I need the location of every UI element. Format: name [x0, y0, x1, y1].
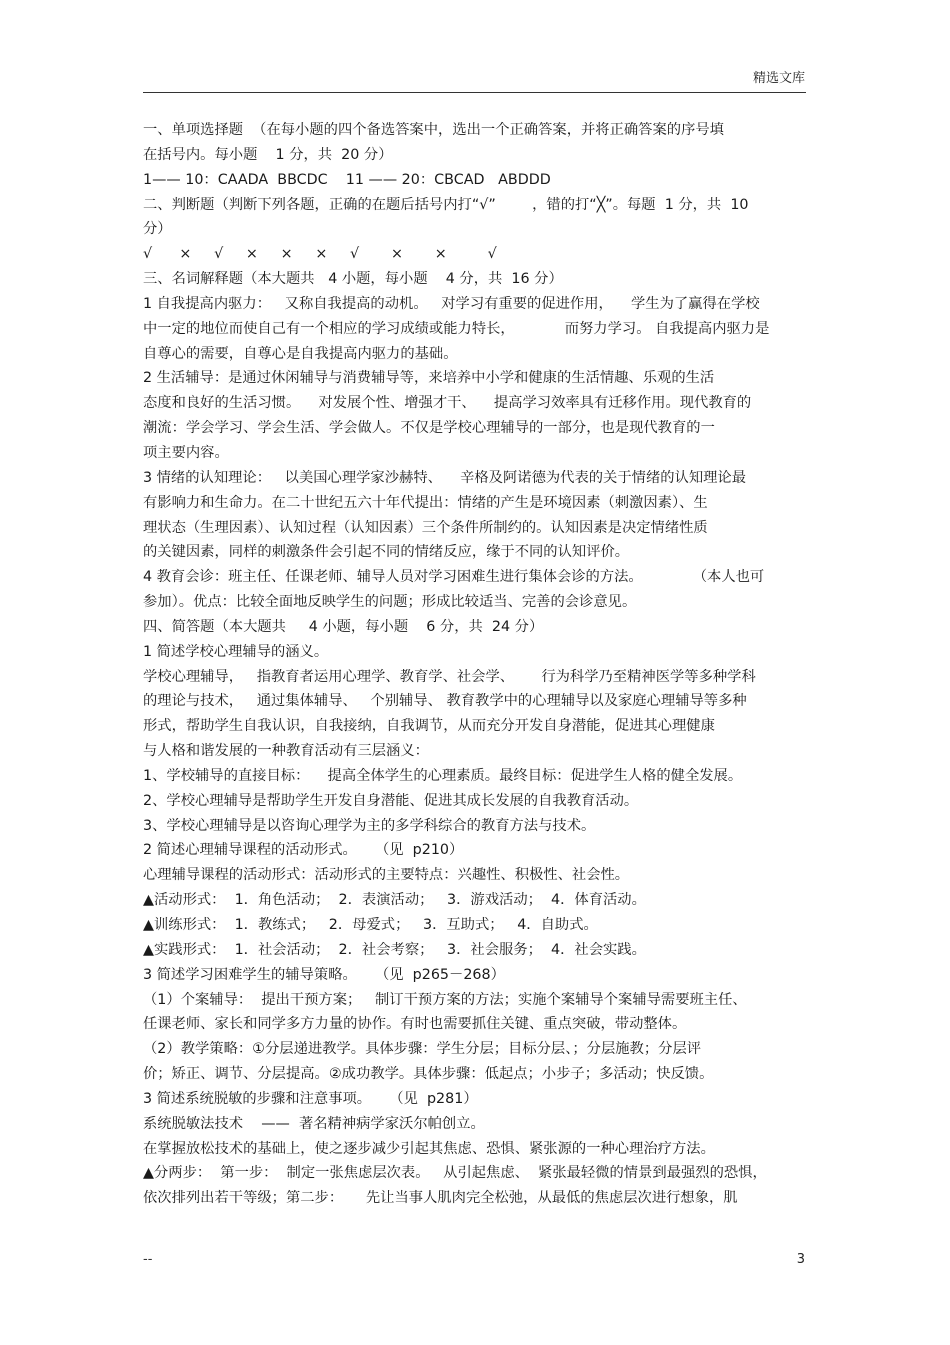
header-rule — [143, 92, 806, 93]
text-line: 四、简答题（本大题共 4 小题，每小题 6 分，共 24 分） — [143, 618, 544, 635]
text-line: 1 自我提高内驱力： 又称自我提高的动机。 对学习有重要的促进作用， 学生为了赢得在学校 — [143, 295, 760, 312]
text-line: 2、学校心理辅导是帮助学生开发自身潜能、促进其成长发展的自我教育活动。 — [143, 792, 639, 809]
footer-mark: -- — [143, 1252, 153, 1267]
text-line: （1）个案辅导： 提出干预方案； 制订干预方案的方法；实施个案辅导个案辅导需要班主任、 — [143, 991, 747, 1008]
text-line: √ × √ × × × √ × × √ — [143, 246, 497, 263]
text-line: 在括号内。每小题 1 分，共 20 分） — [143, 146, 393, 163]
text-line: 自尊心的需要，自尊心是自我提高内驱力的基础。 — [143, 345, 458, 362]
text-line: 形式，帮助学生自我认识，自我接纳，自我调节，从而充分开发自身潜能，促进其心理健康 — [143, 718, 715, 735]
text-line: 2 生活辅导：是通过休闲辅导与消费辅导等，来培养中小学和健康的生活情趣、乐观的生活 — [143, 370, 715, 387]
text-line: 在掌握放松技术的基础上，使之逐步减少引起其焦虑、恐惧、紧张源的一种心理治疗方法。 — [143, 1140, 715, 1157]
text-line: ▲实践形式： 1．社会活动； 2．社会考察； 3．社会服务； 4．社会实践。 — [143, 941, 646, 958]
text-line: 价；矫正、调节、分层提高。②成功教学。具体步骤：低起点；小步子；多活动；快反馈。 — [143, 1066, 714, 1083]
text-line: 3 简述学习困难学生的辅导策略。 （见 p265－268） — [143, 966, 505, 983]
text-line: 心理辅导课程的活动形式：活动形式的主要特点：兴趣性、积极性、社会性。 — [143, 867, 630, 884]
text-line: ▲分两步： 第一步： 制定一张焦虑层次表。 从引起焦虑、 紧张最轻微的情景到最强烈的恐惧， — [143, 1165, 767, 1182]
text-line: 态度和良好的生活习惯。 对发展个性、增强才干、 提高学习效率具有迁移作用。现代教育的 — [143, 395, 752, 412]
page-number: 3 — [796, 1252, 805, 1267]
text-line: 3 情绪的认知理论： 以美国心理学家沙赫特、 辛格及阿诺德为代表的关于情绪的认知理论最 — [143, 469, 747, 486]
header-label: 精选文库 — [752, 71, 805, 86]
text-line: （2）教学策略：①分层递进教学。具体步骤：学生分层；目标分层、；分层施教；分层评 — [143, 1041, 702, 1058]
text-line: 分） — [143, 221, 172, 238]
text-line: 2 简述心理辅导课程的活动形式。 （见 p210） — [143, 842, 464, 859]
text-line: 一、单项选择题 （在每小题的四个备选答案中，选出一个正确答案，并将正确答案的序号填 — [143, 122, 724, 138]
text-line: 任课老师、家长和同学多方力量的协作。有时也需要抓住关键、重点突破，带动整体。 — [143, 1016, 687, 1033]
text-line: 依次排列出若干等级；第二步： 先让当事人肌肉完全松弛，从最低的焦虑层次进行想象，肌 — [143, 1190, 738, 1207]
text-line: 1—— 10：CAADA BBCDC 11 —— 20：CBCAD ABDDD — [143, 171, 551, 188]
text-line: 1、学校辅导的直接目标： 提高全体学生的心理素质。最终目标：促进学生人格的健全发展。 — [143, 767, 743, 784]
text-line: 4 教育会诊：班主任、任课老师、辅导人员对学习困难生进行集体会诊的方法。 （本人也可 — [143, 569, 765, 586]
text-line: ▲活动形式： 1．角色活动； 2．表演活动； 3．游戏活动； 4．体育活动。 — [143, 892, 646, 909]
text-line: 有影响力和生命力。在二十世纪五六十年代提出：情绪的产生是环境因素（刺激因素）、生 — [143, 494, 708, 511]
text-line: 系统脱敏法技术 —— 著名精神病学家沃尔帕创立。 — [143, 1115, 485, 1132]
text-line: 二、判断题（判断下列各题，正确的在题后括号内打“√” ，错的打“╳”。每题 1 分，共 10 — [143, 196, 749, 213]
text-line: 理状态（生理因素）、认知过程（认知因素）三个条件所制约的。认知因素是决定情绪性质 — [143, 519, 708, 536]
text-line: 潮流：学会学习、学会生活、学会做人。不仅是学校心理辅导的一部分，也是现代教育的一 — [143, 420, 715, 437]
text-line: 1 简述学校心理辅导的涵义。 — [143, 643, 329, 660]
text-line: 的理论与技术， 通过集体辅导、 个别辅导、 教育教学中的心理辅导以及家庭心理辅导等多种 — [143, 693, 747, 710]
text-line: 3、学校心理辅导是以咨询心理学为主的多学科综合的教育方法与技术。 — [143, 817, 596, 834]
document-body — [143, 118, 815, 1211]
text-line: 与人格和谐发展的一种教育活动有三层涵义： — [143, 743, 429, 760]
text-line: 参加）。优点：比较全面地反映学生的问题；形成比较适当、完善的会诊意见。 — [143, 594, 637, 611]
text-line: 3 简述系统脱敏的步骤和注意事项。 （见 p281） — [143, 1090, 478, 1107]
text-line: 学校心理辅导， 指教育者运用心理学、教育学、社会学、 行为科学乃至精神医学等多种学科 — [143, 668, 756, 685]
text-line: ▲训练形式： 1．教练式； 2．母爱式； 3．互助式； 4．自助式。 — [143, 917, 598, 933]
text-line: 三、名词解释题（本大题共 4 小题，每小题 4 分，共 16 分） — [143, 271, 563, 288]
text-line: 的关键因素，同样的刺激条件会引起不同的情绪反应，缘于不同的认知评价。 — [143, 544, 630, 561]
text-line: 项主要内容。 — [143, 444, 229, 461]
text-line: 中一定的地位而使自己有一个相应的学习成绩或能力特长， 而努力学习。 自我提高内驱力是 — [143, 320, 770, 337]
